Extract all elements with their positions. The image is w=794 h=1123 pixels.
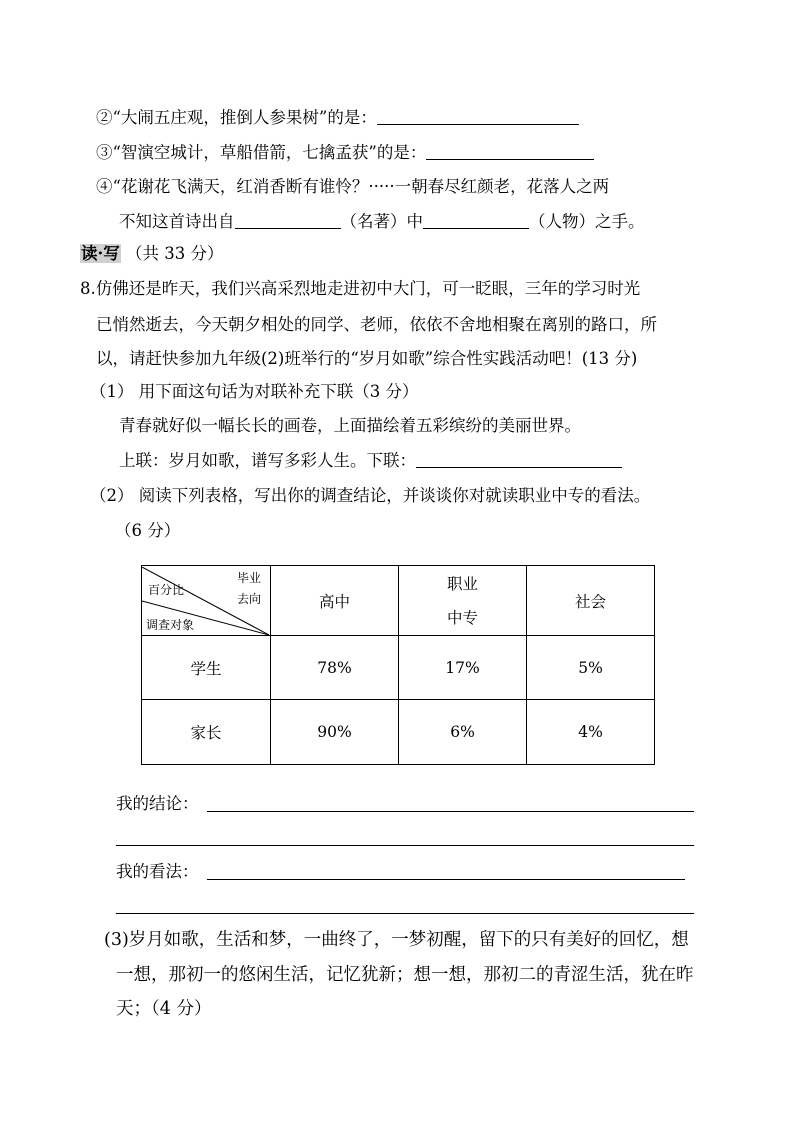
q7-item2-text: ②“大闹五庄观，推倒人参果树”的是：: [96, 108, 377, 127]
cell-value: 6%: [399, 700, 527, 765]
header-vocational: [399, 566, 527, 636]
table-row: [142, 700, 655, 765]
q7-item4-line1: ④“花谢花飞满天，红消香断有谁怜？·····一朝春尽红颜老，花落人之两: [96, 177, 610, 196]
corner-label-percentage: 百分比: [148, 582, 185, 597]
q7-item4-line2: [119, 211, 645, 233]
answer-blank[interactable]: [377, 108, 579, 125]
q7-item3-text: ③“智演空城计，草船借箭，七擒孟获”的是：: [96, 143, 427, 162]
character-blank[interactable]: [423, 212, 529, 229]
header-vocational-line1: 职业: [446, 574, 478, 593]
opinion-answer-line-1[interactable]: [207, 879, 685, 880]
section-header: [80, 243, 224, 265]
conclusion-label: 我的结论：: [116, 794, 199, 813]
survey-table: [141, 565, 655, 765]
corner-label-graduation: 毕业: [237, 570, 262, 585]
q8-sub2-label: （2） 阅读下列表格，写出你的调查结论，并谈谈你对就读职业中专的看法。: [90, 486, 651, 505]
section-score: （共 33 分）: [126, 244, 224, 263]
q8-sub3-line2: 一想，那初一的悠闲生活，记忆犹新；想一想，那初二的青涩生活，犹在昨: [116, 965, 694, 985]
book-name-blank[interactable]: [235, 212, 341, 229]
row-label: 学生: [142, 636, 271, 700]
q7-item4-text-c: （人物）之手。: [529, 212, 645, 231]
table-row: [142, 636, 655, 700]
q7-item4-text-b: （名著）中: [340, 212, 423, 231]
section-title: 读·写: [81, 244, 120, 263]
answer-blank[interactable]: [426, 143, 594, 160]
q8-line2: 已悄然逝去，今天朝夕相处的同学、老师，依依不舍地相聚在离别的路口，所: [96, 315, 657, 334]
q7-item4-text-a: 不知这首诗出自: [119, 212, 235, 231]
q8-line3: 以，请赶快参加九年级(2)班举行的“岁月如歌”综合性实践活动吧！(13 分): [96, 349, 638, 368]
table-corner-cell: [142, 566, 271, 636]
q8-sub1-label: （1） 用下面这句话为对联补充下联（3 分）: [90, 382, 419, 401]
q8-sub1-couplet: [119, 450, 622, 472]
cell-value: 5%: [527, 636, 655, 700]
q8-sub3-line1: (3)岁月如歌，生活和梦，一曲终了，一梦初醒，留下的只有美好的回忆，想: [104, 930, 689, 950]
cell-value: 90%: [271, 700, 399, 765]
q8-line1: 8.仿佛还是昨天，我们兴高采烈地走进初中大门，可一眨眼，三年的学习时光: [80, 279, 641, 298]
opinion-label: 我的看法：: [116, 862, 199, 881]
q7-item2: [96, 107, 579, 129]
corner-label-direction: 去向: [237, 591, 262, 606]
cell-value: 17%: [399, 636, 527, 700]
cell-value: 4%: [527, 700, 655, 765]
couplet-answer-blank[interactable]: [416, 451, 622, 468]
header-society: 社会: [527, 566, 655, 636]
q8-sub2-score: （6 分）: [115, 521, 181, 540]
couplet-text: 上联：岁月如歌，谱写多彩人生。下联：: [119, 451, 416, 470]
corner-label-survey-subject: 调查对象: [146, 617, 195, 632]
q8-sub3-line3: 天；（4 分）: [116, 999, 212, 1019]
row-label: 家长: [142, 700, 271, 765]
q8-sub1-sentence: 青春就好似一幅长长的画卷，上面描绘着五彩缤纷的美丽世界。: [119, 416, 581, 435]
opinion-answer-line-2[interactable]: [116, 913, 694, 914]
cell-value: 78%: [271, 636, 399, 700]
conclusion-answer-line-2[interactable]: [116, 845, 694, 846]
q7-item3: [96, 142, 594, 164]
conclusion-answer-line-1[interactable]: [207, 811, 694, 812]
header-vocational-line2: 中专: [446, 608, 478, 627]
header-high-school: 高中: [271, 566, 399, 636]
